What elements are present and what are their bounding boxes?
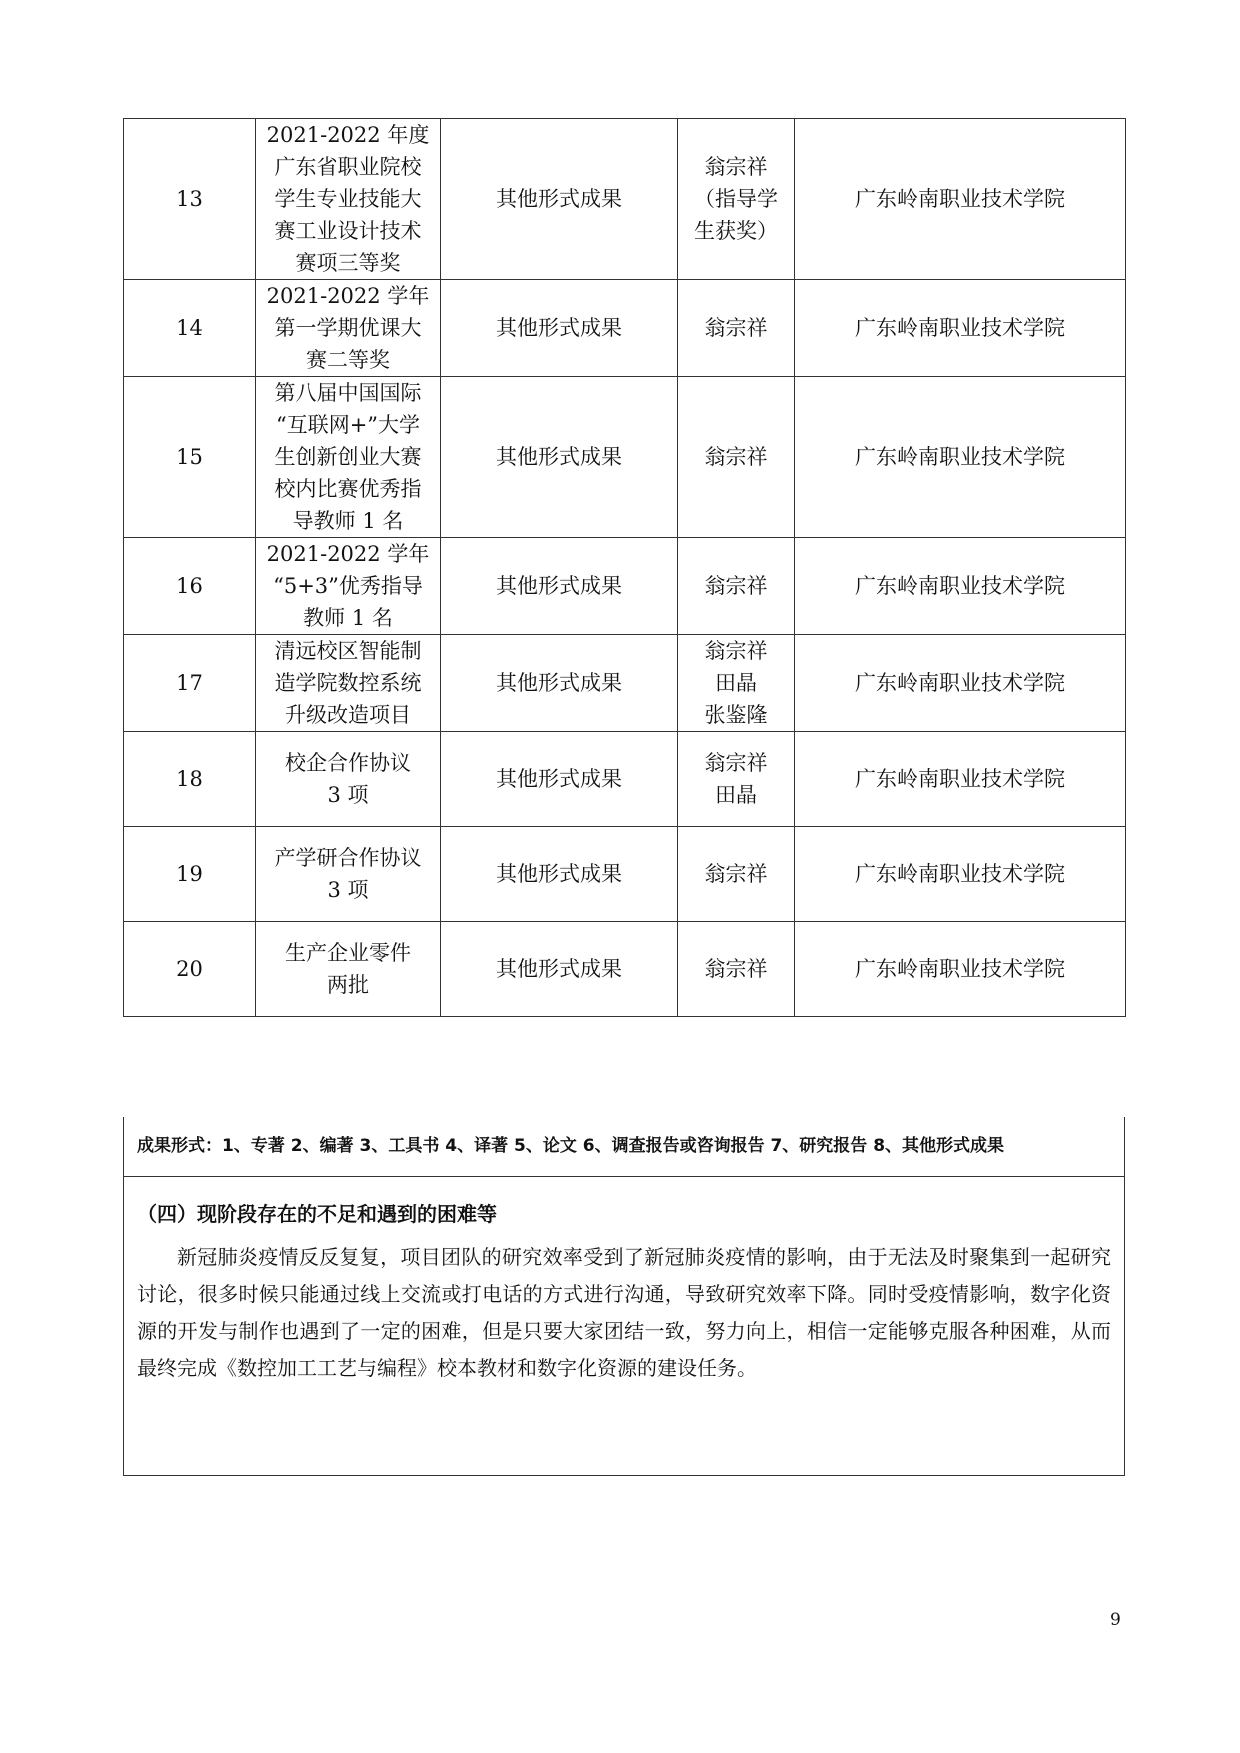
row-number: 16: [124, 538, 256, 635]
row-number: 17: [124, 635, 256, 732]
result-title: [256, 119, 441, 280]
table-row: [124, 732, 1126, 827]
result-title-line: 造学院数控系统: [274, 671, 422, 695]
result-title-line: 广东省职业院校: [274, 155, 422, 179]
result-unit: 广东岭南职业技术学院: [795, 280, 1126, 377]
result-title-line: 3 项: [327, 783, 369, 807]
result-title-line: 赛项三等奖: [295, 251, 401, 275]
result-persons: [678, 119, 795, 280]
result-title-line: 校内比赛优秀指: [274, 477, 422, 501]
row-number: 19: [124, 827, 256, 922]
result-form: 其他形式成果: [441, 377, 678, 538]
result-persons: [678, 732, 795, 827]
result-unit: 广东岭南职业技术学院: [795, 377, 1126, 538]
result-title-line: “互联网+”大学: [275, 413, 421, 437]
person-line: 翁宗祥: [704, 751, 768, 775]
result-title-line: 2021-2022 学年: [266, 542, 430, 566]
result-title: [256, 538, 441, 635]
result-persons: [678, 827, 795, 922]
result-title-line: 生产企业零件: [285, 941, 411, 965]
row-number: 15: [124, 377, 256, 538]
result-title-line: 第一学期优课大: [274, 316, 422, 340]
result-unit: 广东岭南职业技术学院: [795, 827, 1126, 922]
result-title-line: 生创新创业大赛: [274, 445, 422, 469]
result-title-line: 升级改造项目: [285, 703, 411, 727]
result-form: 其他形式成果: [441, 635, 678, 732]
result-title-line: 教师 1 名: [303, 606, 393, 630]
result-unit: 广东岭南职业技术学院: [795, 635, 1126, 732]
person-line: 翁宗祥: [704, 445, 768, 469]
row-number: 18: [124, 732, 256, 827]
person-line: 田晶: [715, 671, 757, 695]
result-persons: [678, 538, 795, 635]
result-unit: 广东岭南职业技术学院: [795, 119, 1126, 280]
result-unit: 广东岭南职业技术学院: [795, 922, 1126, 1017]
result-title-line: 校企合作协议: [285, 751, 411, 775]
table-row: [124, 922, 1126, 1017]
person-line: 田晶: [715, 783, 757, 807]
person-line: 翁宗祥: [704, 862, 768, 886]
person-line: 翁宗祥: [704, 155, 768, 179]
section-heading: （四）现阶段存在的不足和遇到的困难等: [137, 1202, 497, 1226]
result-form: 其他形式成果: [441, 538, 678, 635]
result-title-line: 两批: [327, 973, 369, 997]
page-number: 9: [1110, 1610, 1121, 1630]
results-table-body: [124, 119, 1126, 1017]
result-form-legend: 成果形式：1、专著 2、编著 3、工具书 4、译著 5、论文 6、调查报告或咨询报告 7、研究报告 8、其他形式成果: [123, 1117, 1125, 1177]
table-row: [124, 538, 1126, 635]
result-form: 其他形式成果: [441, 827, 678, 922]
result-title-line: 第八届中国国际: [274, 381, 422, 405]
result-title-line: 2021-2022 年度: [266, 123, 430, 147]
result-title-line: 产学研合作协议: [274, 846, 422, 870]
person-line: 翁宗祥: [704, 957, 768, 981]
result-title: [256, 732, 441, 827]
result-persons: [678, 635, 795, 732]
person-line: 翁宗祥: [704, 639, 768, 663]
person-line: 翁宗祥: [704, 574, 768, 598]
result-title-line: 2021-2022 学年: [266, 284, 430, 308]
result-persons: [678, 280, 795, 377]
result-persons: [678, 377, 795, 538]
result-title: [256, 827, 441, 922]
result-title-line: “5+3”优秀指导: [273, 574, 423, 598]
person-line: （指导学: [694, 187, 778, 211]
row-number: 13: [124, 119, 256, 280]
result-title-line: 3 项: [327, 878, 369, 902]
section-paragraph: 新冠肺炎疫情反反复复，项目团队的研究效率受到了新冠肺炎疫情的影响，由于无法及时聚集到一起研究讨论，很多时候只能通过线上交流或打电话的方式进行沟通，导致研究效率下降。同时受疫情影响，数字化资源的开发与制作也遇到了一定的困难，但是只要大家团结一致，努力向上，相信一定能够克服各种困难，从而最终完成《数控加工工艺与编程》校本教材和数字化资源的建设任务。: [137, 1245, 1111, 1380]
result-unit: 广东岭南职业技术学院: [795, 732, 1126, 827]
row-number: 14: [124, 280, 256, 377]
table-row: [124, 377, 1126, 538]
result-form: 其他形式成果: [441, 119, 678, 280]
person-line: 生获奖）: [694, 219, 778, 243]
result-persons: [678, 922, 795, 1017]
results-table: [123, 118, 1126, 1017]
difficulties-section: [123, 1177, 1125, 1476]
result-unit: 广东岭南职业技术学院: [795, 538, 1126, 635]
row-number: 20: [124, 922, 256, 1017]
result-title: [256, 635, 441, 732]
result-title-line: 赛二等奖: [306, 348, 390, 372]
table-row: [124, 119, 1126, 280]
result-form: 其他形式成果: [441, 732, 678, 827]
result-title: [256, 922, 441, 1017]
result-title-line: 清远校区智能制: [274, 639, 422, 663]
person-line: 张鉴隆: [704, 703, 768, 727]
table-row: [124, 280, 1126, 377]
table-row: [124, 635, 1126, 732]
result-title: [256, 377, 441, 538]
result-title-line: 赛工业设计技术: [274, 219, 422, 243]
result-form: 其他形式成果: [441, 922, 678, 1017]
result-title-line: 导教师 1 名: [292, 509, 404, 533]
result-form: 其他形式成果: [441, 280, 678, 377]
result-title-line: 学生专业技能大: [274, 187, 422, 211]
person-line: 翁宗祥: [704, 316, 768, 340]
result-title: [256, 280, 441, 377]
table-row: [124, 827, 1126, 922]
